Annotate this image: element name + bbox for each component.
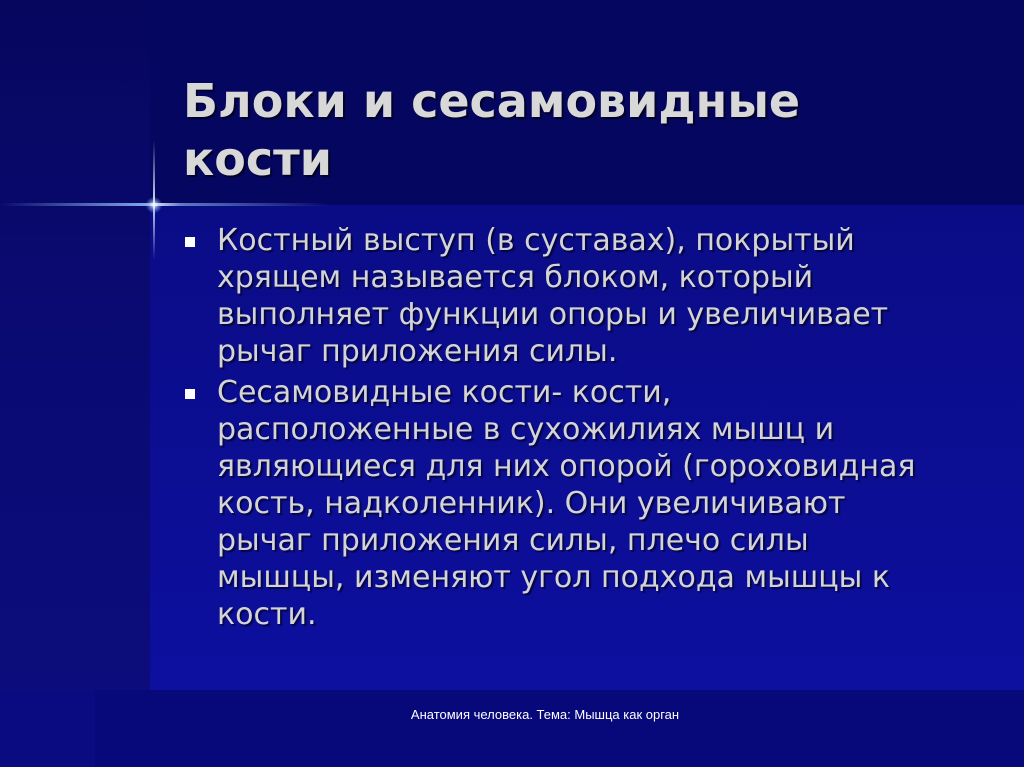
bullet-item xyxy=(183,374,923,633)
slide-footer: Анатомия человека. Тема: Мышца как орган xyxy=(410,707,680,722)
bullet-text: Сесамовидные кости- кости, расположенные в сухожилиях мышц и являющиеся для них опорой (гороховидная кость, надколенник). Они увеличивают рычаг приложения силы, плечо силы мышцы, изменяют угол подхода мышцы к кости. xyxy=(217,375,916,632)
bullet-text: Костный выступ (в суставах), покрытый хрящем называется блоком, который выполняет функции опоры и увеличивает рычаг приложения силы. xyxy=(217,223,889,369)
background-bottom-panel xyxy=(95,690,1024,767)
square-bullet-icon xyxy=(185,389,195,399)
bullet-item xyxy=(183,222,923,370)
slide-title: Блоки и сесамовидные кости xyxy=(183,74,801,186)
background-left-panel xyxy=(0,0,150,767)
square-bullet-icon xyxy=(185,237,195,247)
glow-horizontal-line xyxy=(0,203,330,206)
glow-star xyxy=(146,197,162,213)
background-bottom-left-panel xyxy=(0,690,95,767)
bullet-list xyxy=(183,222,923,637)
